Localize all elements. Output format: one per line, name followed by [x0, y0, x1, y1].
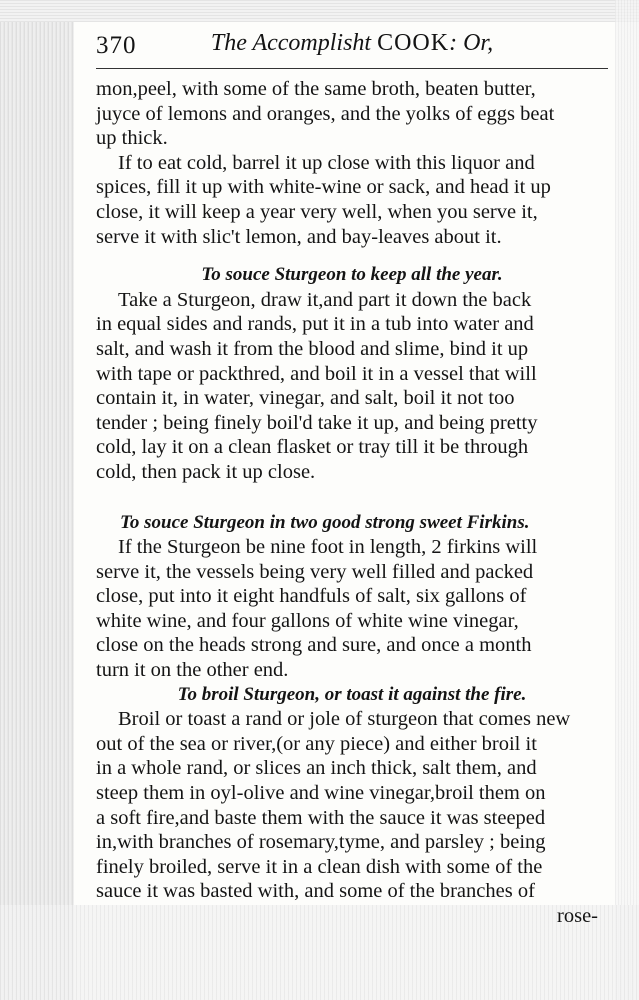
- text-line: Take a Sturgeon, draw it,and part it down the back: [118, 288, 532, 311]
- scan-edge-left: [0, 0, 74, 1000]
- recipe-heading-souce-firkins: To souce Sturgeon in two good strong sweet Firkins.: [120, 511, 530, 533]
- text-line: cold, lay it on a clean flasket or tray till it be through: [96, 436, 529, 459]
- text-line: Broil or toast a rand or jole of sturgeon that comes new: [118, 708, 571, 731]
- text-line: a soft fire,and baste them with the sauce it was steeped: [96, 806, 546, 829]
- text-line: serve it with slic't lemon, and bay-leaves about it.: [96, 225, 502, 248]
- catchword: rose-: [557, 905, 598, 927]
- text-line: up thick.: [96, 127, 168, 150]
- text-line: If the Sturgeon be nine foot in length, 2 firkins will: [118, 536, 538, 559]
- text-line: turn it on the other end.: [96, 659, 289, 682]
- text-line: sauce it was basted with, and some of the branches of: [96, 880, 535, 903]
- text-line: If to eat cold, barrel it up close with this liquor and: [118, 151, 535, 174]
- text-line: close on the heads strong and sure, and once a month: [96, 634, 532, 657]
- page-number: 370: [96, 32, 137, 59]
- text-line: salt, and wash it from the blood and slime, bind it up: [96, 337, 529, 360]
- page-body: [96, 77, 608, 929]
- text-line: white wine, and four gallons of white wine vinegar,: [96, 609, 519, 632]
- text-line: in equal sides and rands, put it in a tub into water and: [96, 313, 534, 336]
- text-line: out of the sea or river,(or any piece) and either broil it: [96, 732, 537, 755]
- text-line: juyce of lemons and oranges, and the yolks of eggs beat: [96, 102, 555, 125]
- text-line: steep them in oyl-olive and wine vinegar,broil them on: [96, 782, 546, 805]
- text-line: tender ; being finely boil'd take it up, and being pretty: [96, 411, 538, 434]
- book-page: [96, 24, 608, 929]
- text-line: in a whole rand, or slices an inch thick, salt them, and: [96, 757, 537, 780]
- recipe-paragraph-souce-firkins: [96, 535, 608, 683]
- text-line: close, put into it eight handfuls of salt, six gallons of: [96, 585, 527, 608]
- text-line: cold, then pack it up close.: [96, 460, 316, 483]
- text-line: close, it will keep a year very well, when you serve it,: [96, 200, 538, 223]
- recipe-heading-souce-year: To souce Sturgeon to keep all the year.: [201, 264, 503, 286]
- page-header: [96, 24, 608, 69]
- running-title: [96, 30, 608, 57]
- text-line: finely broiled, serve it in a clean dish with some of the: [96, 855, 543, 878]
- scan-edge-right: [615, 0, 639, 1000]
- scan-edge-top: [0, 0, 639, 22]
- running-title-cook: COOK: [377, 30, 450, 56]
- text-line: mon,peel, with some of the same broth, beaten butter,: [96, 78, 536, 100]
- text-line: in,with branches of rosemary,tyme, and parsley ; being: [96, 831, 546, 854]
- recipe-paragraph-souce-year: [96, 288, 608, 485]
- recipe-heading-broil: To broil Sturgeon, or toast it against the fire.: [177, 683, 527, 705]
- running-title-tail: : Or,: [449, 30, 494, 56]
- text-line: serve it, the vessels being very well filled and packed: [96, 560, 534, 583]
- running-title-italic: The Accomplisht: [210, 30, 372, 56]
- recipe-paragraph-broil: [96, 707, 608, 928]
- continuation-paragraph: [96, 77, 608, 151]
- text-line: spices, fill it up with white-wine or sack, and head it up: [96, 176, 551, 199]
- text-line: with tape or packthred, and boil it in a vessel that will: [96, 362, 537, 385]
- cold-keeping-paragraph: [96, 151, 608, 249]
- text-line: contain it, in water, vinegar, and salt, boil it not too: [96, 387, 515, 410]
